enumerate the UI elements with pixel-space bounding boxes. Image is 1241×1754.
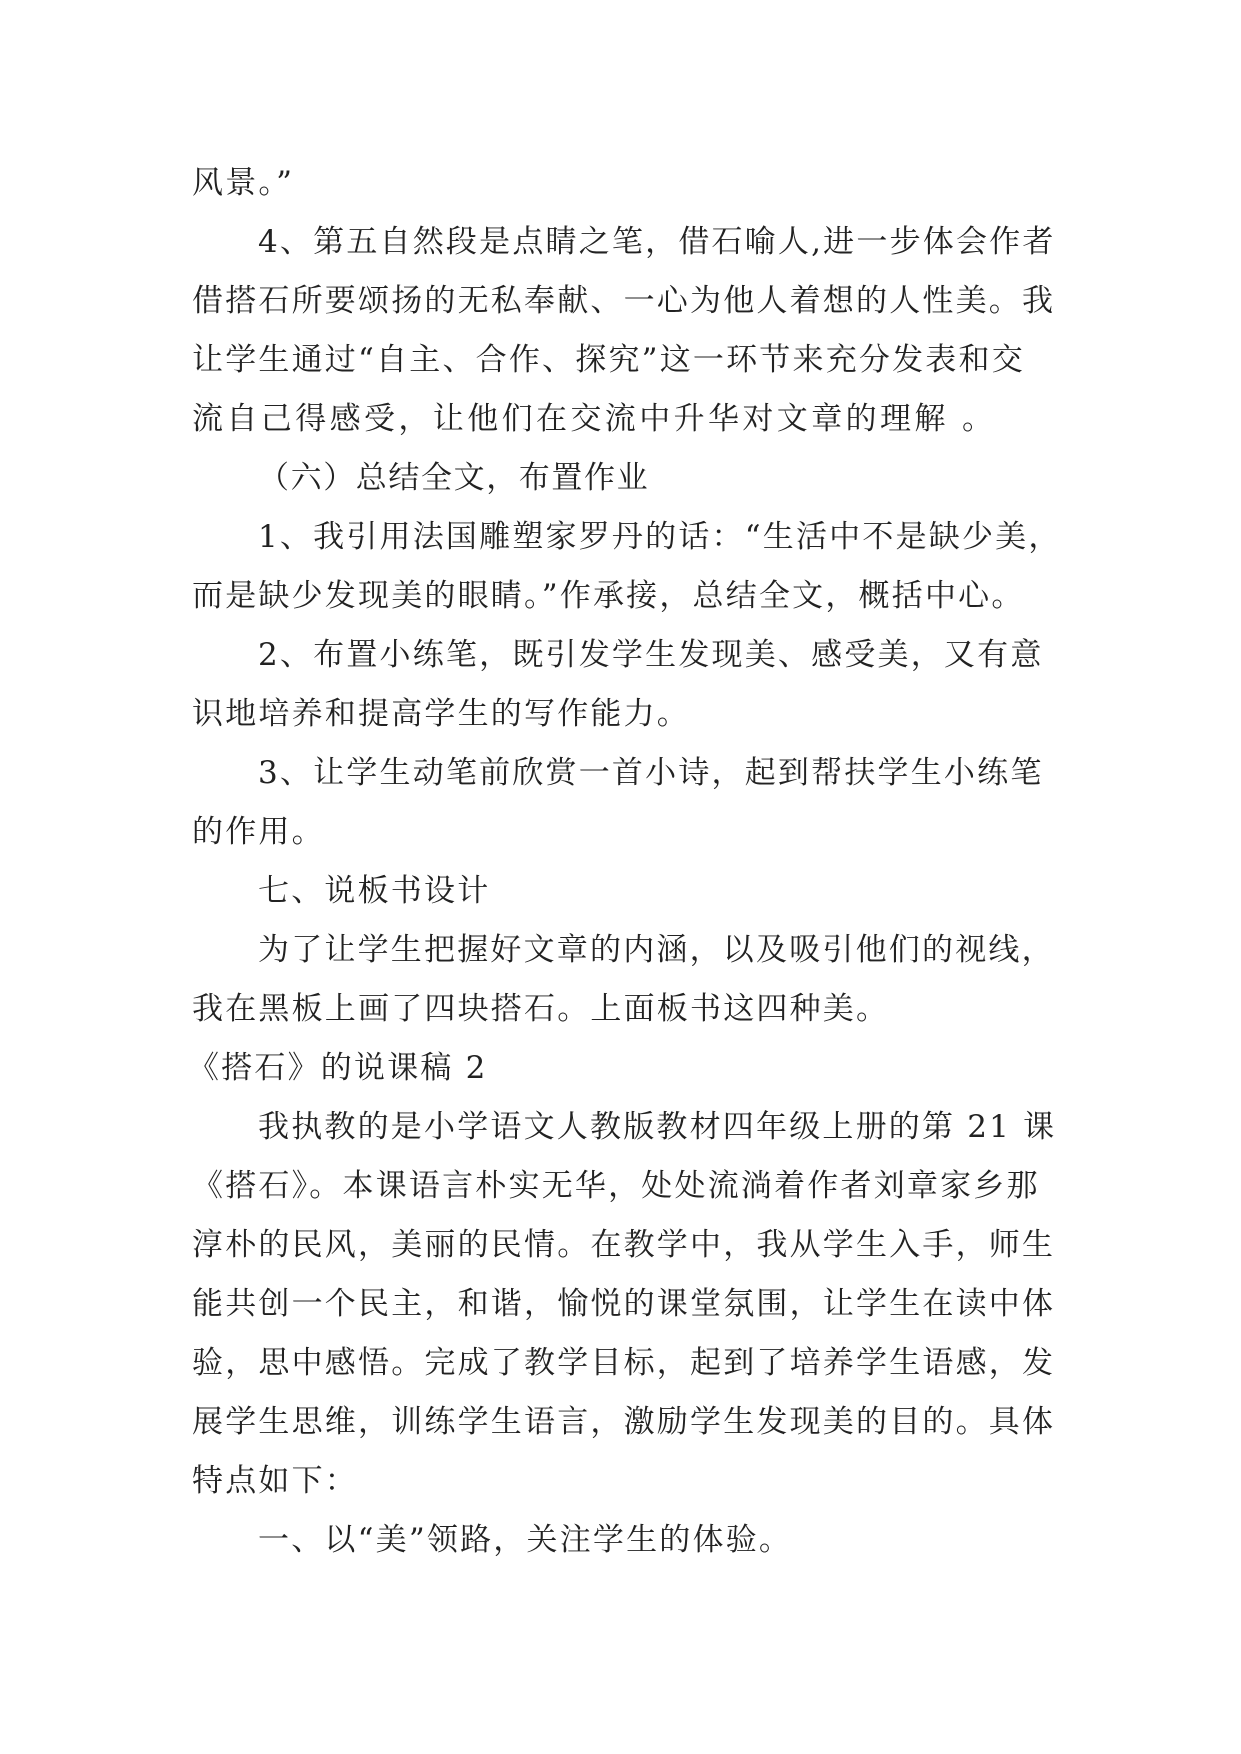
paragraph-line: 流自己得感受，让他们在交流中升华对文章的理解 。: [192, 401, 997, 437]
paragraph-line: 3、让学生动笔前欣赏一首小诗，起到帮扶学生小练笔: [258, 755, 1044, 791]
paragraph-line: 淳朴的民风，美丽的民情。在教学中，我从学生入手，师生: [192, 1227, 1056, 1263]
paragraph-line: 展学生思维，训练学生语言，激励学生发现美的目的。具体: [192, 1404, 1056, 1440]
paragraph-line: 让学生通过“自主、合作、探究”这一环节来充分发表和交: [192, 342, 1025, 378]
paragraph-line: 《搭石》。本课语言朴实无华，处处流淌着作者刘章家乡那: [192, 1168, 1040, 1204]
document-title: 《搭石》的说课稿 2: [188, 1050, 488, 1086]
paragraph-line: 为了让学生把握好文章的内涵，以及吸引他们的视线，: [258, 932, 1055, 968]
paragraph-line: 而是缺少发现美的眼睛。”作承接，总结全文，概括中心。: [192, 578, 1025, 614]
section-heading: 七、说板书设计: [258, 873, 491, 909]
paragraph-line: 能共创一个民主，和谐，愉悦的课堂氛围，让学生在读中体: [192, 1286, 1056, 1322]
paragraph-line: 我执教的是小学语文人教版教材四年级上册的第 21 课: [258, 1109, 1057, 1145]
paragraph-line: 2、布置小练笔，既引发学生发现美、感受美，又有意: [258, 637, 1044, 673]
paragraph-line: 的作用。: [192, 814, 325, 850]
paragraph-line: 验，思中感悟。完成了教学目标，起到了培养学生语感，发: [192, 1345, 1056, 1381]
section-heading: （六）总结全文，布置作业: [258, 460, 650, 496]
section-heading: 一、以“美”领路，关注学生的体验。: [258, 1522, 793, 1558]
paragraph-line: 风景。”: [192, 165, 295, 201]
paragraph-line: 识地培养和提高学生的写作能力。: [192, 696, 690, 732]
paragraph-line: 特点如下：: [192, 1463, 358, 1499]
paragraph-line: 借搭石所要颂扬的无私奉献、一心为他人着想的人性美。我: [192, 283, 1056, 319]
paragraph-line: 4、第五自然段是点睛之笔，借石喻人,进一步体会作者: [258, 224, 1056, 260]
paragraph-line: 1、我引用法国雕塑家罗丹的话：“生活中不是缺少美，: [258, 519, 1062, 555]
paragraph-line: 我在黑板上画了四块搭石。上面板书这四种美。: [192, 991, 890, 1027]
